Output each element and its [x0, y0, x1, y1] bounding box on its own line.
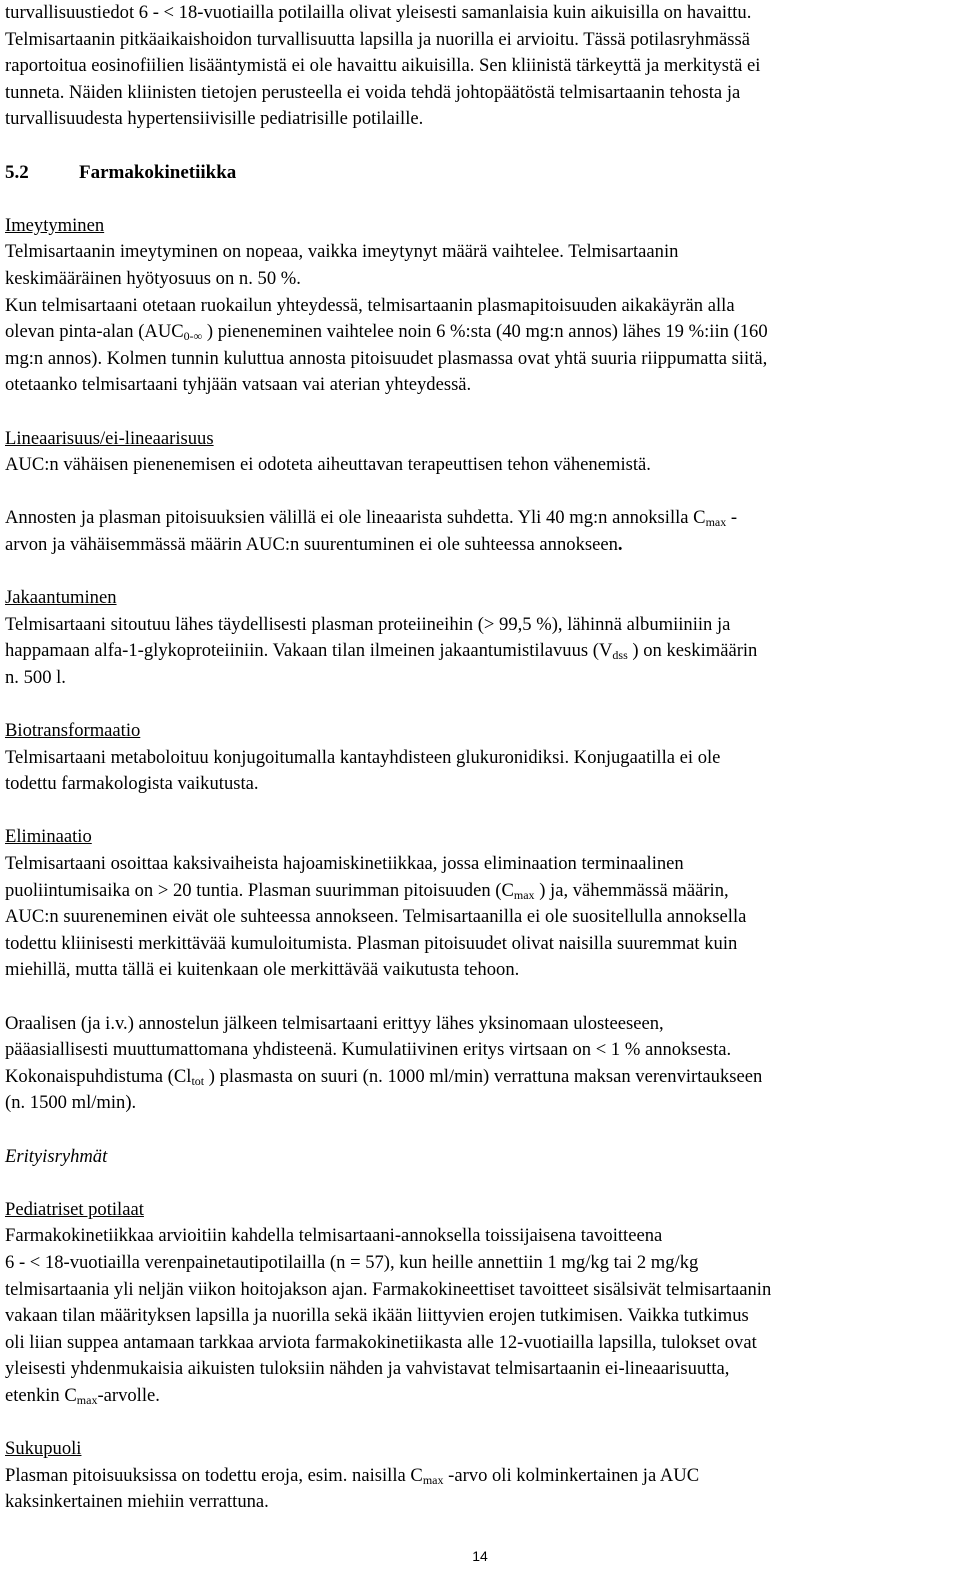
text-line: Kokonaispuhdistuma ($Cl_{tot}$ ) plasmasta on suuri (n. 1000 ml/min) verrattuna maksan verenvirtaukseen	[5, 1065, 763, 1088]
text-line: Farmakokinetiikkaa arvioitiin kahdella telmisartaani-annoksella toissijaisena tavoitteena	[5, 1225, 663, 1247]
text-line: Telmisartaani osoittaa kaksivaiheista hajoamiskinetiikkaa, jossa eliminaation terminaalinen	[5, 853, 684, 874]
imeytyminen-section	[5, 213, 953, 399]
lineaarisuus-section	[5, 426, 953, 559]
page-number: 14	[472, 1548, 488, 1564]
biotransformaatio-section	[5, 718, 953, 798]
sukupuoli-section	[5, 1436, 953, 1516]
document-page	[5, 0, 953, 1516]
text-line: keskimääräinen hyötyosuus on n. 50 %.	[5, 267, 301, 289]
pediatriset-section	[5, 1197, 953, 1410]
text-line: Kun telmisartaani otetaan ruokailun yhteydessä, telmisartaanin plasmapitoisuuden aikakäyrän alla	[5, 294, 735, 316]
eliminaatio-section	[5, 824, 953, 1117]
subheading-eliminaatio: Eliminaatio	[5, 826, 92, 848]
section-heading	[5, 160, 953, 187]
text-line: etenkin $C_{max}$-arvolle.	[5, 1384, 160, 1407]
text-line: AUC:n vähäisen pienenemisen ei odoteta aiheuttavan terapeuttisen tehon vähenemistä.	[5, 454, 651, 476]
subscript: max	[513, 887, 535, 902]
text-line: happamaan alfa-1-glykoproteiiniin. Vakaan tilan ilmeinen jakaantumistilavuus ($V_{dss}$ ) on keskimäärin	[5, 640, 758, 663]
text-line: olevan pinta-alan ($AUC_{0-\infty}$ ) pieneneminen vaihtelee noin 6 %:sta (40 mg:n annos) lähes 19 %:iin (160	[5, 321, 768, 344]
text-line: Telmisartaanin imeytyminen on nopeaa, vaikka imeytynyt määrä vaihtelee. Telmisartaanin	[5, 241, 679, 263]
text-line: todettu kliinisesti merkittävää kumuloitumista. Plasman pitoisuudet olivat naisilla suuremmat kuin	[5, 932, 738, 954]
text-line: otetaanko telmisartaani tyhjään vatsaan vai aterian yhteydessä.	[5, 374, 472, 396]
text-line: todettu farmakologista vaikutusta.	[5, 773, 259, 795]
subheading-erityisryhmat: Erityisryhmät	[5, 1145, 108, 1167]
subheading-sukupuoli: Sukupuoli	[5, 1438, 82, 1460]
subheading-biotransformaatio: Biotransformaatio	[5, 720, 141, 742]
subheading-pediatriset: Pediatriset potilaat	[5, 1198, 144, 1220]
text-line: turvallisuustiedot 6 - < 18-vuotiailla potilailla olivat yleisesti samanlaisia kuin aikuisilla on havaittu.	[5, 2, 752, 23]
section-title: Farmakokinetiikka	[79, 161, 237, 183]
text-line: kaksinkertainen miehiin verrattuna.	[5, 1491, 269, 1513]
subscript: max	[422, 1472, 444, 1487]
section-number: 5.2	[5, 161, 29, 183]
subscript: tot	[191, 1073, 205, 1088]
text-line: vakaan tilan määrityksen lapsilla ja nuorilla sekä ikään liittyvien erojen tutkimisen. Vaikka tutkimus	[5, 1305, 749, 1327]
text-line: Plasman pitoisuuksissa on todettu eroja, esim. naisilla $C_{max}$ -arvo oli kolminkertainen ja AUC	[5, 1464, 700, 1487]
subscript: 0-∞	[183, 329, 203, 344]
text-line: telmisartaania yli neljän viikon hoitojakson ajan. Farmakokineettiset tavoitteet sisälsivät telmisartaanin	[5, 1278, 772, 1300]
text-line: (n. 1500 ml/min).	[5, 1092, 137, 1114]
subscript: dss	[612, 648, 628, 663]
text-line: Oraalisen (ja i.v.) annostelun jälkeen telmisartaani erittyy lähes yksinomaan ulosteeseen,	[5, 1012, 664, 1034]
text-line: arvon ja vähäisemmässä määrin AUC:n suurentuminen ei ole suhteessa annokseen.	[5, 533, 623, 555]
intro-paragraph	[5, 0, 953, 133]
text-line: Annosten ja plasman pitoisuuksien välillä ei ole lineaarista suhdetta. Yli 40 mg:n annoksilla $C_{max}$ -	[5, 507, 738, 530]
text-line: Telmisartaani sitoutuu lähes täydellisesti plasman proteiineihin (> 99,5 %), lähinnä albumiiniin ja	[5, 613, 731, 635]
text-line: yleisesti yhdenmukaisia aikuisten tuloksiin nähden ja vahvistavat telmisartaanin ei-lineaarisuutta,	[5, 1358, 730, 1380]
jakaantuminen-section	[5, 585, 953, 691]
text-line: 6 - < 18-vuotiailla verenpainetautipotilailla (n = 57), kun heille annettiin 1 mg/kg tai 2 mg/kg	[5, 1251, 699, 1273]
text-line: tunneta. Näiden kliinisten tietojen perusteella ei voida tehdä johtopäätöstä telmisartaanin tehosta ja	[5, 81, 741, 103]
subheading-jakaantuminen: Jakaantuminen	[5, 587, 117, 609]
text-line: n. 500 l.	[5, 666, 66, 688]
text-line: Telmisartaani metaboloituu konjugoitumalla kantayhdisteen glukuronidiksi. Konjugaatilla ei ole	[5, 746, 721, 768]
subscript: max	[76, 1392, 98, 1407]
text-line: oli liian suppea antamaan tarkkaa arviota farmakokinetiikasta alle 12-vuotiailla lapsilla, tulokset ovat	[5, 1331, 757, 1353]
text-line: AUC:n suureneminen eivät ole suhteessa annokseen. Telmisartaanilla ei ole suositellulla annoksella	[5, 906, 747, 928]
text-line: puoliintumisaika on > 20 tuntia. Plasman suurimman pitoisuuden ($C_{max}$ ) ja, vähemmässä määrin,	[5, 879, 729, 902]
text-line: mg:n annos). Kolmen tunnin kuluttua annosta pitoisuudet plasmassa ovat yhtä suuria riippumatta siitä,	[5, 347, 768, 369]
text-line: miehillä, mutta tällä ei kuitenkaan ole merkittävää vaikutusta tehoon.	[5, 959, 520, 981]
text-line: raportoitua eosinofiilien lisääntymistä ei ole havaittu aikuisilla. Sen kliinistä tärkeyttä ja merkitystä ei	[5, 55, 761, 77]
text-line: Telmisartaanin pitkäaikaishoidon turvallisuutta lapsilla ja nuorilla ei arvioitu. Tässä potilasryhmässä	[5, 28, 751, 50]
text-line: pääasiallisesti muuttumattomana yhdisteenä. Kumulatiivinen eritys virtsaan on < 1 % annoksesta.	[5, 1039, 732, 1061]
subheading-lineaarisuus: Lineaarisuus/ei-lineaarisuus	[5, 427, 214, 449]
subscript: max	[705, 515, 727, 530]
text-line: turvallisuudesta hypertensiivisille pediatrisille potilaille.	[5, 108, 424, 130]
subheading-imeytyminen: Imeytyminen	[5, 214, 105, 236]
